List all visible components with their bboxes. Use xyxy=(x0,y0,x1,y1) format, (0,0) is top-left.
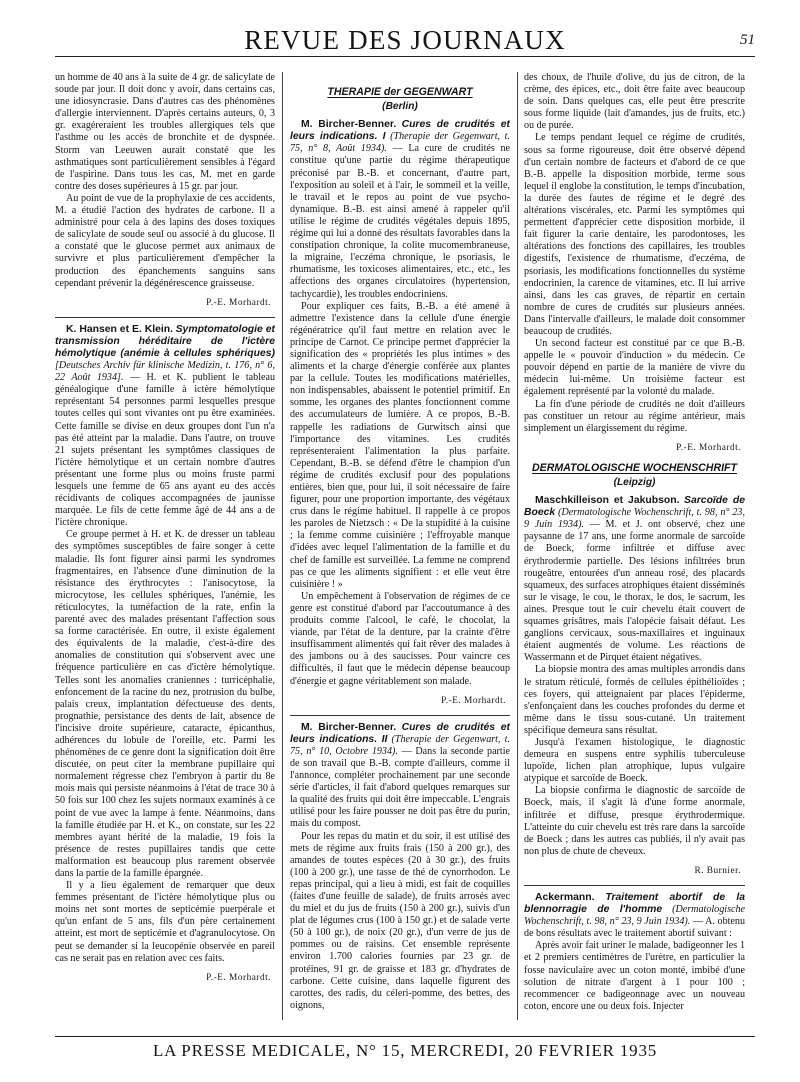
column-left xyxy=(55,72,275,1024)
paragraph: Après avoir fait uriner le malade, badigeonner les 1 et 2 premiers centimètres de l'urètre, en particulier la fosse naviculaire avec un coton monté, imbibé d'une solution de nitrate d'argent à 1 pour 100 ; recommencer ce badigeonnage avec un nouveau coton, encore une ou deux fois. Injecter xyxy=(524,940,745,1012)
paragraph: Un empêchement à l'observation de régimes de ce genre est constitué d'abord par l'accoutumance à des produits comme l'alcool, le café, le chocolat, la viande, par l'état de la denture, par la crainte d'être insuffisamment alimentés qui fait rêver des malades à des jambons ou à des saucisses. Pour vaincre ces difficultés, il faut que le médecin dépense beaucoup d'énergie et gagne véritablement son malade. xyxy=(290,590,510,687)
paragraph: Il y a lieu également de remarquer que deux femmes présentant de l'ictère hémolytique plus ou moins net sont mortes de septicémie puerpérale et qu'un enfant de 5 ans, fils d'un père certainement atteint, est mort de septicémie et d'agranulocytose. On peut se demander si la leucopénie observée en pareil cas ne serait pas en relation avec ces faits. xyxy=(55,880,275,964)
author-signature: P.-E. Morhardt. xyxy=(676,442,741,453)
footer-publication-line: LA PRESSE MEDICALE, N° 15, MERCREDI, 20 FEVRIER 1935 xyxy=(152,1041,658,1060)
column-right xyxy=(524,72,745,1024)
paragraph: Jusqu'à l'examen histologique, le diagnostic demeura en suspens entre syphilis tuberculeuse lupoïde, lichen plan atrophique, lupus vulgaire atypique et sarcoïde de Boeck. xyxy=(524,736,745,785)
running-title: REVUE DES JOURNAUX xyxy=(244,25,566,55)
article-reference: [Deutsches Archiv für klinische Medizin, t. 176, n° 6, 22 Août 1934]. xyxy=(55,360,275,384)
article-separator xyxy=(524,885,745,886)
page-number: 51 xyxy=(740,32,755,48)
paragraph: — Dans la seconde partie de son travail que B.-B. compte d'ailleurs, comme il l'annonce, compléter prochainement par une seconde série d'articles, il fait d'abord quelques remarques sur la qualité des fruits qui doit être impeccable. L'engrais utilisé pour les faire pousser ne doit pas être du purin, mais du compost. xyxy=(290,745,510,830)
article-heading xyxy=(55,324,275,530)
column-divider xyxy=(517,72,518,1020)
article-heading xyxy=(290,722,510,831)
article-heading xyxy=(524,892,745,940)
paragraph: — A. obtenu de bons résultats avec le traitement abortif suivant : xyxy=(524,916,745,940)
page-header xyxy=(55,22,755,57)
paragraph: Au point de vue de la prophylaxie de ces accidents, M. a étudié l'action des hydrates de carbone. Il a administré pour cela à des lapins des doses toxiques de salicylate de soude seul ou associé à du glucose. Il a constaté que le glucose permet aux animaux de survivre et plus particulièrement d'empêcher la production des épanchements sanguins sans cependant prévenir la dégénérescence graisseuse. xyxy=(55,192,275,289)
paragraph: — H. et K. publient le tableau généalogique d'une famille à ictère hémolytique représentant 54 personnes parmi lesquelles presque toutes celles qui sont vivantes ont pu être examinées. Cette famille se divise en deux groupes dont l'un n'a pas été atteint par la maladie. Dans l'autre, on trouve 21 sujets présentant les symptômes classiques de l'ictère hémolytique et un certain nombre d'autres présentant une forme plus ou moins fruste parmi lesquels une femme de 65 ans ayant eu des accès récidivants de coliques accompagnées de jaunisse marquée. Le fils de cette femme âgé de 44 ans a de l'ictère chronique. xyxy=(55,372,275,529)
article-separator xyxy=(55,317,275,318)
article-title: Traitement abortif de la blennorragie de l'homme xyxy=(524,892,745,916)
paragraph: Ce groupe permet à H. et K. de dresser un tableau des symptômes susceptibles de faire songer à cette maladie. Ils font figurer ainsi parmi les syndromes fragmentaires, en l'absence d'une diminution de la résistance des érythrocytes : l'anisocytose, la microcytose, les cellules sphériques, l'anémie, les réticulocytes, la tuméfaction de la rate, enfin la parenté avec des malades présentant l'affection sous sa forme caractérisée. En outre, il existe également des équivalents de la maladie, c'est-à-dire des anomalies de constitution qui s'observent avec une fréquence particulière en cas d'ictère hémolytique. Telles sont les anomalies craniennes : turricéphalie, enfoncement de la racine du nez, protrusion du bulbe, palais creux, implantation défectueuse des dents, prognathie, persistance des dents de lait, absence de l'incisive droite supérieure, cataracte, épicanthus, adhérences du lobule de l'oreille, etc. Parmi les phénomènes de ce genre dont la signification doit être discutée, on peut citer la membrane pupillaire qui normalement régresse chez l'embryon à partir du 8e mois mais qui persiste néanmoins à l'état de trace 30 à 50 fois sur 100 chez les sujets normaux examinés à ce point de vue avec la lampe à fente. Néanmoins, dans la famille étudiée par H. et K., on constate, sur les 22 membres ayant hérité de la maladie, 19 fois la présence de restes pupillaires tandis que cette malformation est beaucoup plus rarement observée dans la partie de la famille épargnée. xyxy=(55,529,275,879)
journal-city: (Berlin) xyxy=(382,101,418,113)
column-divider xyxy=(282,72,283,1020)
author-signature: P.-E. Morhardt. xyxy=(206,297,271,308)
paragraph: Un second facteur est constitué par ce que B.-B. appelle le « pouvoir d'induction » du médecin. Ce pouvoir dépend en partie de la manière de vivre du médecin lui-même. Un troisième facteur est également représenté par la volonté du malade. xyxy=(524,338,745,398)
article-title: Sarcoïde de Boeck xyxy=(524,495,745,519)
paragraph: — M. et J. ont observé, chez une paysanne de 17 ans, une forme anormale de sarcoïde de Boeck, forme infiltrée et diffuse avec érythrodermie partielle. Des lésions infiltrées brun rougeâtre, entourées d'un anneau rosé, des placards squameux, des surfaces atrophiques étaient disséminés sur le visage, le cou, le thorax, le dos, le sacrum, les aines. Presque tout le cuir chevelu était couvert de squames grisâtres, mais l'alopécie faisait défaut. Les ganglions cervicaux, sous-maxillaires et inguinaux étaient augmentés de volume. Les réactions de Wassermann et de Pirquet étaient négatives. xyxy=(524,519,745,664)
article-heading xyxy=(290,119,510,300)
article-separator xyxy=(290,715,510,716)
paragraph: La biopsie confirma le diagnostic de sarcoïde de Boeck, mais, il s'agit là d'une forme anormale, infiltrée et diffuse, presque érythrodermique. L'atteinte du cuir chevelu est très rare dans la sarcoïde de Boeck ; dans les autres cas publiés, il n'y avait pas non plus de chute de cheveux. xyxy=(524,785,745,857)
article-title: Cures de crudités et leurs indications. I xyxy=(290,119,510,143)
journal-city: (Leipzig) xyxy=(613,477,656,488)
paragraph: Pour expliquer ces faits, B.-B. a été amené à admettre l'existence dans la cellule d'une énergie régénératrice qu'il faut mettre en relation avec le principe de Carnot. Ce principe permet d'apprécier la signification des « propriétés les plus intimes » des aliments et la charge d'énergie conférée aux plantes par la cellule. Toutes les modifications matérielles, non indispensables, abaissent le potentiel primitif. En somme, les organes des plantes fonctionnent comme des accumulateurs de lumière. A ce propos, B.-B. rappelle les radiations de Gurwitsch ainsi que l'importance des vitamines. Les crudités représenteraient l'alimentation la plus parfaite. Cependant, B.-B. se défend d'être le champion d'un régime de crudités exclusif pour des populations entières, bien que, pour lui, il soit nécessaire de faire figurer, pour une proportion importante, des végétaux crus dans le régime habituel. Il rappelle à ce propos les paroles de Nietzsch : « De la stupidité à la cuisine ; la femme comme cuisinière ; l'effroyable manque d'idées avec lequel l'alimentation de la famille et du chef de famille est surveillée. La femme ne comprend pas ce que les aliments signifient : et elle veut être cuisinière ! » xyxy=(290,300,510,590)
paragraph: Pour les repas du matin et du soir, il est utilisé des mets de régime aux fruits frais (150 à 200 gr.), des amandes de toutes espèces (20 à 30 gr.), des fruits (100 à 200 gr.), une tasse de thé de cynorrhodon. Le repas principal, qui a lieu à midi, est fait de coquilles (faites d'une feuille de salade), de fruits arrosés avec du miel et du jus de fruits (150 à 200 gr.), suivis d'un plat de légumes crus (100 à 150 gr.) et de salade verte (50 à 100 gr.), de noix (20 gr.), d'un verre de jus de pommes ou de raisins. Cet ensemble représente environ 1.700 calories fournies par 23 gr. de protéines, 91 gr. de graisse et 183 gr. d'hydrates de carbone. Cette cuisine, dans laquelle figurent des carottes, des radis, du céleri-pomme, des bettes, des oignons, xyxy=(290,830,510,1011)
author-signature: P.-E. Morhardt. xyxy=(441,695,506,706)
article-authors: M. Bircher-Benner. xyxy=(301,721,397,733)
article-reference: (Dermatologische Wochenschrift, t. 98, n° 23, 9 Juin 1934). xyxy=(524,507,745,531)
author-signature: R. Burnier. xyxy=(694,865,741,876)
journal-heading: THERAPIE der GEGENWART xyxy=(327,86,473,98)
article-reference: (Therapie der Gegenwart, t. 75, n° 8, Août 1934). xyxy=(290,131,510,155)
page-footer xyxy=(55,1036,755,1065)
paragraph: un homme de 40 ans à la suite de 4 gr. de salicylate de soude par jour. Il doit donc y avoir, dans certains cas, une idiosyncrasie. Dans d'autres cas des phénomènes d'allergie interviennent. D'après certains auteurs, 0, 3 gr. exagéreraient les troubles allergiques tels que l'asthme ou les accès de bronchite et de dyspnée. Storm van Leeuwen aurait constaté que les asthmatiques sont particulièrement sensibles à l'égard de l'aspirine. Dans tous les cas, M. met en garde contre des doses supérieures à 15 gr. par jour. xyxy=(55,72,275,192)
article-reference: (Therapie der Gegenwart, t. 75, n° 10, Octobre 1934). xyxy=(290,733,510,757)
article-authors: Ackermann. xyxy=(535,892,595,903)
paragraph: des choux, de l'huile d'olive, du jus de citron, de la crème, des épices, etc., doit être faite avec beaucoup de soin. Dans quelques cas, elle peut être prescrite sous forme liquide (lait d'amandes, jus de fruits, etc.) ou de purée. xyxy=(524,72,745,132)
column-middle xyxy=(290,72,510,1024)
paragraph: La fin d'une période de crudités ne doit d'ailleurs pas constituer un retour au régime antérieur, mais simplement un élargissement du régime. xyxy=(524,398,745,434)
paragraph: Le temps pendant lequel ce régime de crudités, sous sa forme rigoureuse, doit être observé dépend d'un certain nombre de facteurs et d'abord de ce que B.-B. appelle la disposition morbide, terme sous lequel il englobe la constitution, le temps d'incubation, la durée des fautes de régime et le degré des altérations viscérales, etc. Parmi les symptômes qui permettent d'apprécier cette disposition morbide, il fait figurer la carie dentaire, les parodontoses, les altérations des fonctions des capillaires, les troubles digestifs, l'existence de rhumatisme, d'eczéma, de psoriasis, les modifications fonctionnelles du système endocrinien, la carence de vitamines, etc. Il lui arrive ainsi, dans les cas graves, de répartir en certain nombre de cures de crudités sur plusieurs années. Dans l'intervalle d'ailleurs, le malade doit consommer beaucoup de crudités. xyxy=(524,132,745,337)
author-signature: P.-E. Morhardt. xyxy=(206,972,271,983)
journal-heading: DERMATOLOGISCHE WOCHENSCHRIFT xyxy=(531,461,737,474)
article-authors: K. Hansen et E. Klein. xyxy=(66,323,174,335)
article-reference: (Dermatologische Wochenschrift, t. 98, n° 23, 9 Juin 1934). xyxy=(524,904,745,928)
article-authors: Maschkilleison et Jakubson. xyxy=(535,495,680,507)
paragraph: — La cure de crudités ne constitue qu'une partie du régime thérapeutique préconisé par B.-B. et concernant, d'autre part, l'exposition au soleil et à l'air, le sommeil et la veille, le travail et le repos au point de vue psycho-dynamique. B.-B. est ainsi amené à rappeler qu'il utilise le régime de crudités végétales depuis 1895, régime qui lui a donné des résultats favorables dans la constipation chronique, la colite mucomembraneuse, la migraine, l'eczéma chronique, le psoriasis, le rhumatisme, les toxicoses alimentaires, etc., etc., les affections des organes circulatoires (hypertension, tachycardie), les troubles endocriniens. xyxy=(290,143,510,300)
article-title: Cures de crudités et leurs indications. II xyxy=(290,721,510,745)
article-authors: M. Bircher-Benner. xyxy=(301,119,397,131)
article-title: Symptomatologie et transmission héréditaire de l'ictère hémolytique (anémie à cellules sphériques) xyxy=(55,323,275,359)
paragraph: La biopsie montra des amas multiples arrondis dans le stratum réticulé, formés de cellules épithélioïdes ; ces foyers, qui atteignaient par places l'épiderme, s'enfonçaient dans les couches profondes du derme et même dans le tissu sous-cutané. Un traitement spécifique demeura sans résultat. xyxy=(524,664,745,736)
article-heading xyxy=(524,495,745,664)
